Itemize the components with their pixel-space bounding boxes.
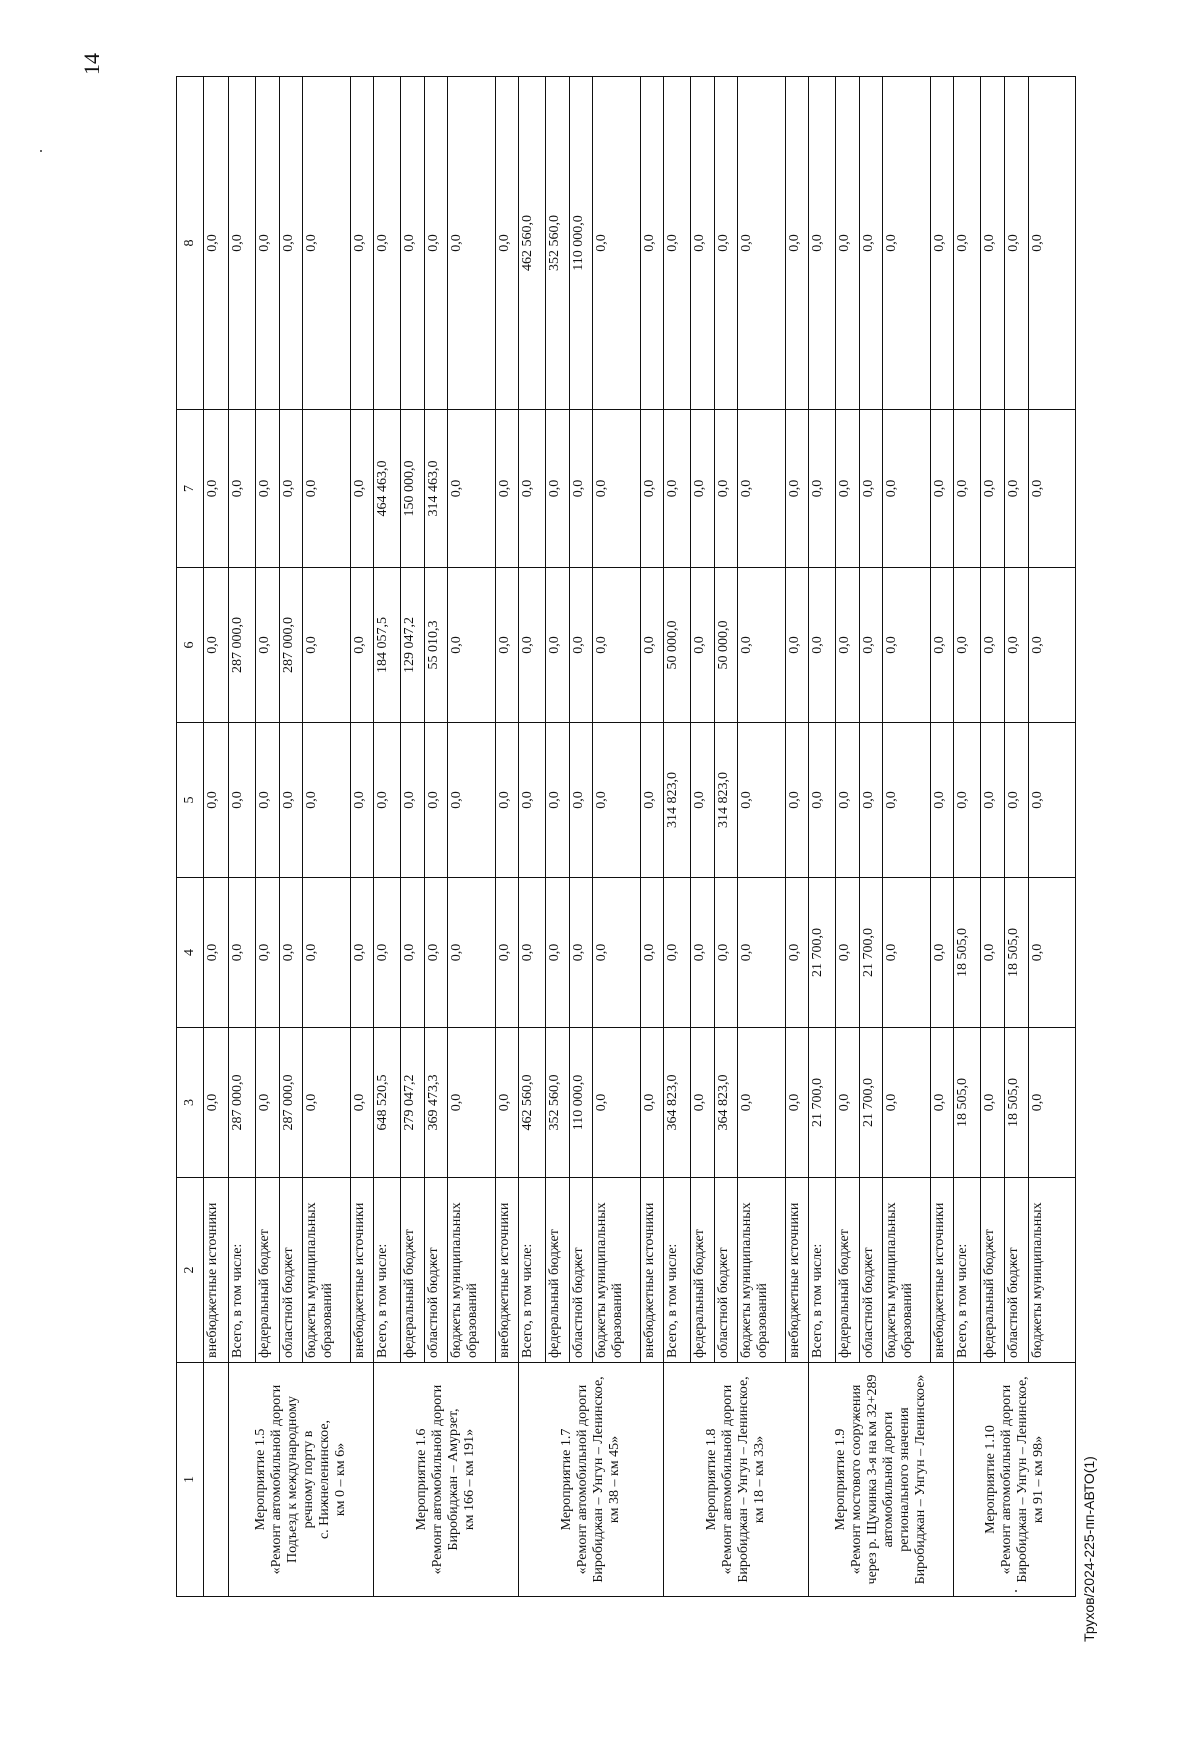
measure-name [809,1363,954,1597]
value-cell: 110 000,0 [569,77,593,410]
header-cell: 2 [177,1178,204,1363]
value-cell: 0,0 [664,410,691,568]
value-cell: 0,0 [256,1028,280,1178]
value-cell: 0,0 [930,568,954,723]
value-cell: 0,0 [664,878,691,1028]
value-cell: 0,0 [981,77,1005,410]
value-cell: 0,0 [593,1028,640,1178]
value-cell: 0,0 [714,878,738,1028]
value-cell: 0,0 [836,568,860,723]
measure-cell-empty [204,1363,229,1597]
value-cell: 0,0 [229,723,256,878]
source-label: бюджеты муниципальных образований [593,1178,640,1363]
source-label: Всего, в том числе: [809,1178,836,1363]
value-cell: 0,0 [424,723,448,878]
value-cell: 18 505,0 [954,878,981,1028]
value-cell: 648 520,5 [374,1028,401,1178]
value-cell: 0,0 [448,1028,495,1178]
value-cell: 462 560,0 [519,1028,546,1178]
value-cell: 0,0 [303,723,350,878]
value-cell: 0,0 [519,568,546,723]
value-cell: 0,0 [930,878,954,1028]
table-body [177,77,1076,1597]
value-cell: 0,0 [448,410,495,568]
value-cell: 0,0 [204,1028,229,1178]
value-cell: 0,0 [1004,568,1028,723]
value-cell: 0,0 [350,878,374,1028]
value-cell: 287 000,0 [279,1028,303,1178]
measure-name-line: Биробиджан – Унгун – Ленинское, [1014,1376,1030,1583]
value-cell: 314 823,0 [664,723,691,878]
value-cell: 279 047,2 [401,1028,425,1178]
value-cell: 0,0 [981,1028,1005,1178]
value-cell: 0,0 [546,410,570,568]
source-label: федеральный бюджет [836,1178,860,1363]
value-cell: 0,0 [204,410,229,568]
value-cell: 0,0 [785,410,809,568]
value-cell: 352 560,0 [546,77,570,410]
value-cell: 0,0 [519,878,546,1028]
value-cell: 0,0 [954,723,981,878]
value-cell: 0,0 [859,410,883,568]
value-cell: 287 000,0 [229,1028,256,1178]
value-cell: 0,0 [519,723,546,878]
value-cell: 0,0 [593,410,640,568]
value-cell: 0,0 [1028,723,1076,878]
document-code: Трухов/2024-225-пп-АВТО(1) [1081,1456,1097,1642]
value-cell: 0,0 [859,723,883,878]
value-cell: 0,0 [350,568,374,723]
value-cell: 0,0 [256,723,280,878]
source-label: Всего, в том числе: [519,1178,546,1363]
value-cell: 0,0 [204,77,229,410]
source-label: внебюджетные источники [495,1178,519,1363]
table-row [374,77,401,1597]
value-cell: 0,0 [495,878,519,1028]
header-cell: 7 [177,410,204,568]
value-cell: 0,0 [883,878,930,1028]
value-cell: 0,0 [691,77,715,410]
value-cell: 0,0 [448,878,495,1028]
measure-name-line: Мероприятие 1.5 [253,1428,269,1531]
value-cell: 0,0 [954,77,981,410]
table-row [954,77,981,1597]
measure-name-line: км 18 – км 33» [752,1435,768,1524]
value-cell: 0,0 [350,1028,374,1178]
source-label: областной бюджет [279,1178,303,1363]
value-cell: 0,0 [519,410,546,568]
source-label: областной бюджет [569,1178,593,1363]
value-cell: 0,0 [350,77,374,410]
value-cell: 0,0 [785,568,809,723]
measure-name [374,1363,519,1597]
value-cell: 21 700,0 [859,878,883,1028]
value-cell: 18 505,0 [954,1028,981,1178]
source-label: областной бюджет [859,1178,883,1363]
measure-name [519,1363,664,1597]
measure-name-line: км 91 – км 98» [1030,1435,1046,1524]
table-row [519,77,546,1597]
value-cell: 0,0 [401,723,425,878]
source-label: федеральный бюджет [691,1178,715,1363]
value-cell: 0,0 [859,77,883,410]
scan-speck [1015,1590,1017,1592]
header-cell: 3 [177,1028,204,1178]
source-label: Всего, в том числе: [374,1178,401,1363]
value-cell: 0,0 [809,410,836,568]
value-cell: 0,0 [303,568,350,723]
measure-name-line: «Ремонт автомобильной дороги [998,1384,1014,1575]
measure-name-line: «Ремонт автомобильной дороги [720,1384,736,1575]
value-cell: 0,0 [785,723,809,878]
source-label: Всего, в том числе: [954,1178,981,1363]
value-cell: 0,0 [401,77,425,410]
value-cell: 0,0 [883,723,930,878]
measure-name-line: Биробиджан – Унгун – Ленинское, [736,1376,752,1583]
value-cell: 21 700,0 [859,1028,883,1178]
source-label: внебюджетные источники [640,1178,664,1363]
measure-name-line: Мероприятие 1.8 [704,1428,720,1531]
source-label: федеральный бюджет [401,1178,425,1363]
value-cell: 0,0 [640,723,664,878]
value-cell: 21 700,0 [809,878,836,1028]
measure-name-line: км 166 – км 191» [462,1428,478,1531]
value-cell: 0,0 [981,723,1005,878]
value-cell: 18 505,0 [1004,1028,1028,1178]
measure-name-line: с. Нижнеленинское, [317,1419,333,1540]
header-cell: 4 [177,878,204,1028]
value-cell: 0,0 [691,723,715,878]
value-cell: 0,0 [738,723,785,878]
value-cell: 287 000,0 [229,568,256,723]
value-cell: 0,0 [256,878,280,1028]
source-label: областной бюджет [1004,1178,1028,1363]
value-cell: 0,0 [691,568,715,723]
value-cell: 0,0 [883,1028,930,1178]
measure-name-line: Мероприятие 1.9 [833,1428,849,1531]
value-cell: 0,0 [424,878,448,1028]
value-cell: 21 700,0 [809,1028,836,1178]
value-cell: 369 473,3 [424,1028,448,1178]
value-cell: 0,0 [836,77,860,410]
measure-name-line: «Ремонт мостового сооружения [849,1384,865,1575]
value-cell: 50 000,0 [664,568,691,723]
value-cell: 0,0 [1004,77,1028,410]
value-cell: 0,0 [954,568,981,723]
value-cell: 0,0 [256,568,280,723]
measure-name [229,1363,374,1597]
value-cell: 0,0 [569,410,593,568]
table-row [809,77,836,1597]
value-cell: 184 057,5 [374,568,401,723]
value-cell: 0,0 [981,878,1005,1028]
rotated-table-container [176,77,1076,1597]
value-cell: 0,0 [593,723,640,878]
value-cell: 0,0 [930,723,954,878]
value-cell: 0,0 [1004,723,1028,878]
value-cell: 0,0 [303,410,350,568]
value-cell: 110 000,0 [569,1028,593,1178]
value-cell: 0,0 [546,568,570,723]
value-cell: 0,0 [1004,410,1028,568]
value-cell: 0,0 [714,77,738,410]
value-cell: 0,0 [883,568,930,723]
scan-speck [40,150,42,152]
value-cell: 0,0 [714,410,738,568]
value-cell: 0,0 [374,77,401,410]
value-cell: 0,0 [350,410,374,568]
measure-name [664,1363,809,1597]
source-label: федеральный бюджет [981,1178,1005,1363]
value-cell: 0,0 [1028,1028,1076,1178]
value-cell: 314 463,0 [424,410,448,568]
value-cell: 0,0 [424,77,448,410]
value-cell: 0,0 [448,77,495,410]
source-label: федеральный бюджет [256,1178,280,1363]
value-cell: 0,0 [738,878,785,1028]
measure-name [954,1363,1076,1597]
page-number: 14 [79,53,104,75]
value-cell: 0,0 [229,410,256,568]
value-cell: 0,0 [883,77,930,410]
value-cell: 0,0 [738,77,785,410]
measure-name-line: автомобильной дороги [881,1411,897,1548]
value-cell: 0,0 [1028,410,1076,568]
value-cell: 0,0 [836,410,860,568]
value-cell: 0,0 [930,77,954,410]
source-label: внебюджетные источники [350,1178,374,1363]
value-cell: 0,0 [593,878,640,1028]
value-cell: 0,0 [785,77,809,410]
source-label: федеральный бюджет [546,1178,570,1363]
value-cell: 0,0 [836,1028,860,1178]
value-cell: 0,0 [303,1028,350,1178]
measure-name-line: «Ремонт автомобильной дороги [575,1384,591,1575]
value-cell: 0,0 [640,1028,664,1178]
header-cell: 8 [177,77,204,410]
value-cell: 0,0 [785,878,809,1028]
value-cell: 0,0 [448,723,495,878]
table-row [204,77,229,1597]
measure-name-line: Мероприятие 1.6 [414,1428,430,1531]
value-cell: 0,0 [279,410,303,568]
table-row [664,77,691,1597]
value-cell: 0,0 [448,568,495,723]
value-cell: 0,0 [691,878,715,1028]
value-cell: 364 823,0 [714,1028,738,1178]
measure-name-line: км 38 – км 45» [607,1435,623,1524]
value-cell: 18 505,0 [1004,878,1028,1028]
value-cell: 0,0 [691,1028,715,1178]
value-cell: 0,0 [204,568,229,723]
value-cell: 50 000,0 [714,568,738,723]
value-cell: 129 047,2 [401,568,425,723]
value-cell: 0,0 [593,568,640,723]
value-cell: 0,0 [204,878,229,1028]
source-label: Всего, в том числе: [229,1178,256,1363]
measure-name-line: «Ремонт автомобильной дороги [430,1384,446,1575]
value-cell: 0,0 [374,878,401,1028]
measure-name-line: Биробиджан – Унгун – Ленинское, [591,1376,607,1583]
source-label: Всего, в том числе: [664,1178,691,1363]
measure-name-line: км 0 – км 6» [333,1442,349,1517]
value-cell: 0,0 [640,77,664,410]
source-label: бюджеты муниципальных образований [883,1178,930,1363]
value-cell: 314 823,0 [714,723,738,878]
value-cell: 462 560,0 [519,77,546,410]
measure-name-line: «Ремонт автомобильной дороги [269,1384,285,1575]
value-cell: 0,0 [374,723,401,878]
value-cell: 0,0 [569,568,593,723]
value-cell: 0,0 [495,723,519,878]
value-cell: 0,0 [1028,77,1076,410]
source-label: внебюджетные источники [930,1178,954,1363]
measure-name-line: через р. Щукинка 3-я на км 32+289 [865,1374,881,1585]
value-cell: 0,0 [738,1028,785,1178]
value-cell: 0,0 [279,723,303,878]
source-label: бюджеты муниципальных образований [303,1178,350,1363]
source-label: областной бюджет [424,1178,448,1363]
measure-name-line: Мероприятие 1.10 [982,1425,998,1534]
value-cell: 0,0 [640,878,664,1028]
value-cell: 0,0 [1028,568,1076,723]
table-row [229,77,256,1597]
value-cell: 0,0 [229,77,256,410]
value-cell: 0,0 [303,878,350,1028]
value-cell: 0,0 [738,410,785,568]
value-cell: 0,0 [569,723,593,878]
value-cell: 0,0 [836,723,860,878]
value-cell: 0,0 [981,568,1005,723]
funding-table [176,76,1076,1597]
header-row [177,77,204,1597]
measure-name-line: регионального значения [897,1407,913,1552]
value-cell: 0,0 [495,410,519,568]
value-cell: 150 000,0 [401,410,425,568]
value-cell: 0,0 [229,878,256,1028]
value-cell: 0,0 [350,723,374,878]
source-label: бюджеты муниципальных образований [738,1178,785,1363]
value-cell: 0,0 [495,77,519,410]
source-label: бюджеты муниципальных [1028,1178,1076,1363]
value-cell: 0,0 [664,77,691,410]
value-cell: 0,0 [303,77,350,410]
value-cell: 0,0 [785,1028,809,1178]
value-cell: 0,0 [738,568,785,723]
value-cell: 0,0 [256,410,280,568]
value-cell: 0,0 [691,410,715,568]
measure-name-line: Мероприятие 1.7 [559,1428,575,1531]
value-cell: 0,0 [495,568,519,723]
value-cell: 0,0 [279,878,303,1028]
value-cell: 0,0 [593,77,640,410]
header-cell: 1 [177,1363,204,1597]
value-cell: 0,0 [569,878,593,1028]
value-cell: 0,0 [279,77,303,410]
measure-name-line: речному порту в [301,1430,317,1529]
source-label: внебюджетные источники [785,1178,809,1363]
value-cell: 0,0 [809,568,836,723]
value-cell: 55 010,3 [424,568,448,723]
value-cell: 0,0 [836,878,860,1028]
value-cell: 0,0 [859,568,883,723]
value-cell: 0,0 [495,1028,519,1178]
measure-name-line: Биробиджан – Унгун – Ленинское» [913,1374,929,1585]
value-cell: 0,0 [204,723,229,878]
measure-name-line: Подъезд к международному [285,1395,301,1564]
value-cell: 364 823,0 [664,1028,691,1178]
value-cell: 0,0 [954,410,981,568]
value-cell: 0,0 [401,878,425,1028]
value-cell: 0,0 [640,568,664,723]
value-cell: 0,0 [930,1028,954,1178]
value-cell: 0,0 [930,410,954,568]
value-cell: 0,0 [1028,878,1076,1028]
header-cell: 6 [177,568,204,723]
value-cell: 0,0 [809,77,836,410]
value-cell: 352 560,0 [546,1028,570,1178]
source-label: областной бюджет [714,1178,738,1363]
value-cell: 0,0 [981,410,1005,568]
value-cell: 464 463,0 [374,410,401,568]
value-cell: 0,0 [256,77,280,410]
source-label: бюджеты муниципальных образований [448,1178,495,1363]
value-cell: 0,0 [883,410,930,568]
value-cell: 0,0 [546,723,570,878]
value-cell: 0,0 [546,878,570,1028]
measure-name-line: Биробиджан – Амурзет, [446,1408,462,1551]
value-cell: 287 000,0 [279,568,303,723]
source-label: внебюджетные источники [204,1178,229,1363]
value-cell: 0,0 [640,410,664,568]
value-cell: 0,0 [809,723,836,878]
header-cell: 5 [177,723,204,878]
